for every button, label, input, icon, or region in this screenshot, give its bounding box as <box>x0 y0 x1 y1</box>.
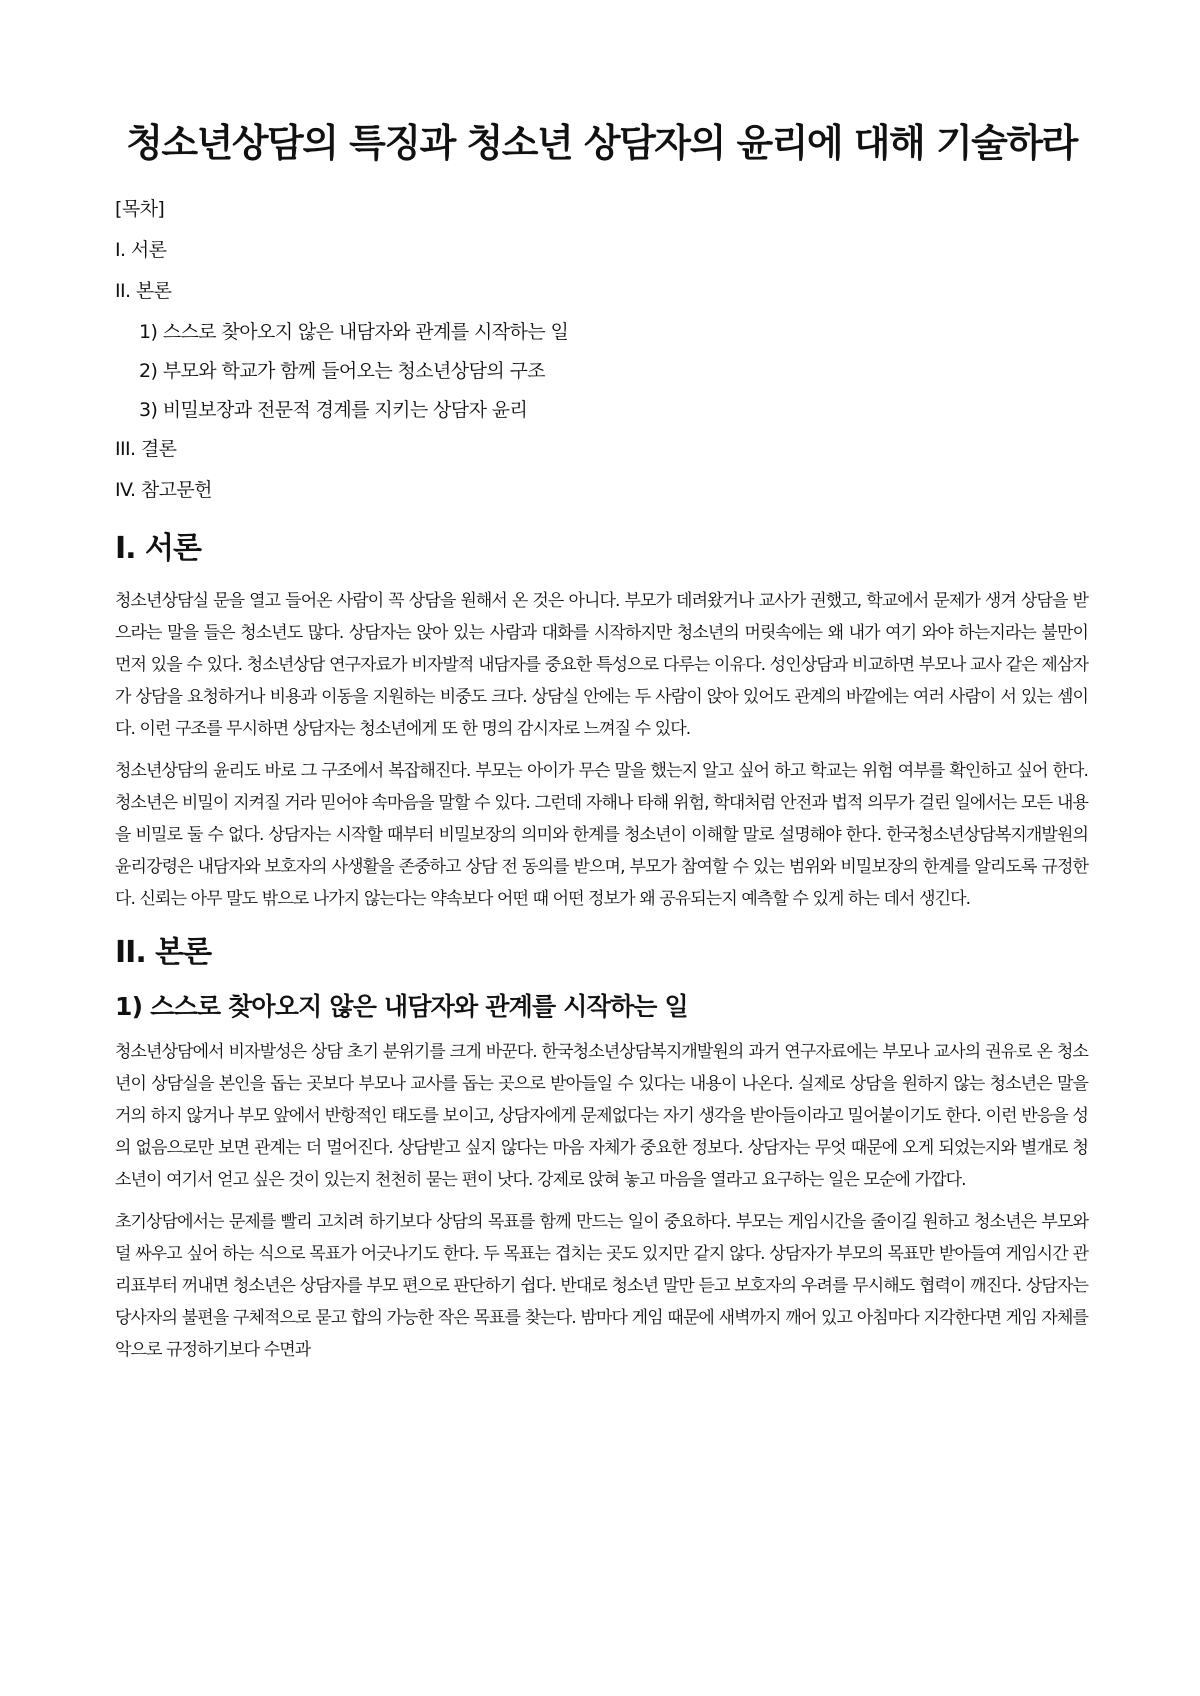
body-paragraph: 청소년상담의 윤리도 바로 그 구조에서 복잡해진다. 부모는 아이가 무슨 말을 했는지 알고 싶어 하고 학교는 위험 여부를 확인하고 싶어 한다. 청소년은 비밀이 지켜질 거라 믿어야 속마음을 말할 수 있다. 그런데 자해나 타해 위험, 학대처럼 안전과 법적 의무가 걸린 일에서는 모든 내용을 비밀로 둘 수 없다. 상담자는 시작할 때부터 비밀보장의 의미와 한계를 청소년이 이해할 말로 설명해야 한다. 한국청소년상담복지개발원의 윤리강령은 내담자와 보호자의 사생활을 존중하고 상담 전 동의를 받으며, 부모가 참여할 수 있는 범위와 비밀보장의 한계를 알리도록 규정한다. 신뢰는 아무 말도 밖으로 나가지 않는다는 약속보다 어떤 때 어떤 정보가 왜 공유되는지 예측할 수 있게 하는 데서 생긴다. <box>115 760 1088 909</box>
body-section <box>115 935 1088 1366</box>
intro-section <box>115 531 1088 915</box>
toc-subitem: 3) 비밀보장과 전문적 경계를 지키는 상담자 윤리 <box>139 398 528 421</box>
body-paragraph: 청소년상담실 문을 열고 들어온 사람이 꼭 상담을 원해서 온 것은 아니다. 부모가 데려왔거나 교사가 권했고, 학교에서 문제가 생겨 상담을 받으라는 말을 들은 청소년도 많다. 상담자는 앉아 있는 사람과 대화를 시작하지만 청소년의 머릿속에는 왜 내가 여기 와야 하는지라는 불만이 먼저 있을 수 있다. 청소년상담 연구자료가 비자발적 내담자를 중요한 특성으로 다루는 이유다. 성인상담과 비교하면 부모나 교사 같은 제삼자가 상담을 요청하거나 비용과 이동을 지원하는 비중도 크다. 상담실 안에는 두 사람이 앉아 있어도 관계의 바깥에는 여러 사람이 서 있는 셈이다. 이런 구조를 무시하면 상담자는 청소년에게 또 한 명의 감시자로 느껴질 수 있다. <box>115 590 1088 739</box>
toc-item: IV. 참고문헌 <box>115 478 212 501</box>
document-title: 청소년상담의 특징과 청소년 상담자의 윤리에 대해 기술하라 <box>126 121 1077 165</box>
body-paragraph: 초기상담에서는 문제를 빨리 고치려 하기보다 상담의 목표를 함께 만드는 일이 중요하다. 부모는 게임시간을 줄이길 원하고 청소년은 부모와 덜 싸우고 싶어 하는 식으로 목표가 어긋나기도 한다. 두 목표는 겹치는 곳도 있지만 같지 않다. 상담자가 부모의 목표만 받아들여 게임시간 관리표부터 꺼내면 청소년은 상담자를 부모 편으로 판단하기 쉽다. 반대로 청소년 말만 듣고 보호자의 우려를 무시해도 협력이 깨진다. 상담자는 당사자의 불편을 구체적으로 묻고 합의 가능한 작은 목표를 찾는다. 밤마다 게임 때문에 새벽까지 깨어 있고 아침마다 지각한다면 게임 자체를 악으로 규정하기보다 수면과 <box>115 1211 1088 1360</box>
toc-item: III. 결론 <box>115 437 177 460</box>
toc-item: I. 서론 <box>115 238 167 261</box>
toc-subitem: 1) 스스로 찾아오지 않은 내담자와 관계를 시작하는 일 <box>139 320 569 343</box>
section-heading: II. 본론 <box>115 934 212 970</box>
body-paragraph: 청소년상담에서 비자발성은 상담 초기 분위기를 크게 바꾼다. 한국청소년상담복지개발원의 과거 연구자료에는 부모나 교사의 권유로 온 청소년이 상담실을 본인을 돕는 곳보다 부모나 교사를 돕는 곳으로 받아들일 수 있다는 내용이 나온다. 실제로 상담을 원하지 않는 청소년은 말을 거의 하지 않거나 부모 앞에서 반항적인 태도를 보이고, 상담자에게 문제없다는 자기 생각을 받아들이라고 밀어붙이기도 한다. 이런 반응을 성의 없음으로만 보면 관계는 더 멀어진다. 상담받고 싶지 않다는 마음 자체가 중요한 정보다. 상담자는 무엇 때문에 오게 되었는지와 별개로 청소년이 여기서 얻고 싶은 것이 있는지 천천히 묻는 편이 낫다. 강제로 앉혀 놓고 마음을 열라고 요구하는 일은 모순에 가깝다. <box>115 1041 1088 1190</box>
table-of-contents <box>115 194 1088 505</box>
subsection-heading: 1) 스스로 찾아오지 않은 내담자와 관계를 시작하는 일 <box>115 991 688 1021</box>
toc-heading: [목차] <box>115 197 165 220</box>
toc-subitem: 2) 부모와 학교가 함께 들어오는 청소년상담의 구조 <box>139 359 546 382</box>
section-heading: I. 서론 <box>115 530 201 566</box>
toc-item: II. 본론 <box>115 279 172 302</box>
